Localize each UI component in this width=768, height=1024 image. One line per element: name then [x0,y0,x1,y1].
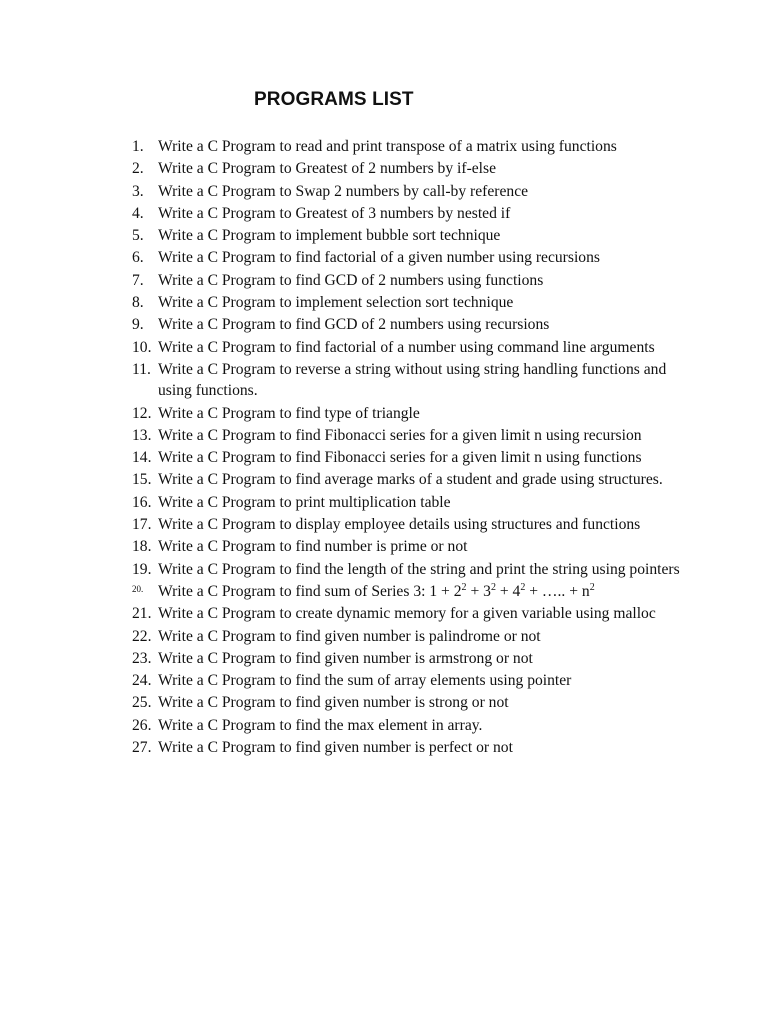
item-text-main: Write a C Program to Greatest of 3 numbers by nested if [158,204,511,222]
item-text [158,447,692,468]
list-item [132,425,692,446]
list-item [132,359,692,402]
item-text [158,337,692,358]
list-item [132,158,692,179]
series-exponent: 2 [461,581,467,593]
item-number: 3. [132,182,144,200]
list-item [132,670,692,691]
list-item [132,536,692,557]
programs-list [132,136,692,759]
series-exponent: 2 [520,581,526,593]
item-text-main: Write a C Program to Swap 2 numbers by call-by reference [158,182,529,200]
list-item [132,314,692,335]
item-text [158,181,692,202]
list-item [132,715,692,736]
series-exponent: 2 [490,581,496,593]
item-text [158,425,692,446]
item-number: 16. [132,493,152,511]
item-number: 1. [132,138,144,155]
item-number: 4. [132,204,144,222]
item-number: 7. [132,271,144,289]
item-number: 23. [132,649,152,667]
series-exponent: 2 [589,581,595,593]
item-text [158,692,692,713]
list-item [132,559,692,580]
item-text-main: Write a C Program to find type of triangle [158,404,420,422]
item-text-main: Write a C Program to find factorial of a given number using recursions [158,249,600,267]
list-item [132,737,692,758]
list-item [132,225,692,246]
item-text [158,403,692,424]
item-number: 8. [132,294,144,312]
list-item [132,203,692,224]
item-number: 18. [132,538,152,556]
item-text [158,626,692,647]
list-item [132,270,692,291]
item-text-main: Write a C Program to display employee details using structures and functions [158,516,641,534]
item-text [158,670,692,691]
item-text-main: Write a C Program to find number is prime or not [158,538,468,556]
item-text-main: Write a C Program to implement bubble sort technique [158,227,501,245]
list-item [132,181,692,202]
item-number: 9. [132,316,144,334]
item-text [158,158,692,179]
list-item [132,492,692,513]
list-item [132,514,692,535]
item-number: 20. [132,583,144,594]
item-number: 14. [132,449,152,467]
item-text-main: Write a C Program to find the sum of array elements using pointer [158,672,572,690]
item-number: 22. [132,627,152,645]
item-text-main: Write a C Program to find Fibonacci series for a given limit n using recursion [158,426,642,444]
item-text [158,136,692,157]
item-text [158,603,692,624]
item-number: 27. [132,739,152,757]
item-number: 17. [132,516,152,534]
item-number: 2. [132,160,144,178]
item-text-main: Write a C Program to find sum of Series 3: 1 + 2 [158,582,462,600]
item-text [158,559,692,580]
list-item [132,692,692,713]
list-item [132,136,692,157]
item-text [158,203,692,224]
item-text [158,270,692,291]
item-text-main: Write a C Program to find GCD of 2 numbers using functions [158,271,544,289]
item-text [158,469,692,490]
item-text [158,648,692,669]
item-number: 13. [132,426,152,444]
item-text-main: Write a C Program to find the length of the string and print the string using pointers [158,560,680,578]
item-text-main: Write a C Program to find average marks of a student and grade using structures. [158,471,663,489]
item-text-main: Write a C Program to find given number is strong or not [158,694,509,712]
item-text [158,581,692,602]
item-text-main: Write a C Program to find given number is armstrong or not [158,649,533,667]
item-number: 10. [132,338,152,356]
list-item [132,603,692,624]
item-text-main: Write a C Program to find given number is palindrome or not [158,627,541,645]
page-title: PROGRAMS LIST [254,89,414,110]
item-text-main: Write a C Program to read and print transpose of a matrix using functions [158,138,617,155]
list-item [132,403,692,424]
item-text-main: Write a C Program to find Fibonacci series for a given limit n using functions [158,449,642,467]
item-text [158,715,692,736]
series-term: + 4 [495,582,521,600]
item-text-main: Write a C Program to find given number is perfect or not [158,739,513,757]
list-item [132,626,692,647]
item-number: 11. [132,360,151,378]
item-text-main: Write a C Program to find factorial of a number using command line arguments [158,338,655,356]
item-text [158,247,692,268]
item-number: 15. [132,471,152,489]
item-text [158,737,692,758]
item-text-main: Write a C Program to find GCD of 2 numbers using recursions [158,316,550,334]
item-number: 25. [132,694,152,712]
item-text [158,536,692,557]
list-item [132,581,692,602]
item-text-main: Write a C Program to create dynamic memory for a given variable using malloc [158,605,656,623]
item-text [158,359,692,402]
list-item [132,648,692,669]
series-term: + ….. + n [525,582,590,600]
item-number: 6. [132,249,144,267]
item-text [158,492,692,513]
list-item [132,337,692,358]
item-text [158,292,692,313]
item-text-main: Write a C Program to reverse a string without using string handling functions and using functions. [158,360,667,400]
list-item [132,469,692,490]
item-text-main: Write a C Program to find the max element in array. [158,716,483,734]
item-number: 5. [132,227,144,245]
item-number: 26. [132,716,152,734]
item-text-main: Write a C Program to print multiplication table [158,493,451,511]
item-number: 24. [132,672,152,690]
item-number: 21. [132,605,152,623]
item-text [158,314,692,335]
item-text [158,514,692,535]
item-number: 19. [132,560,152,578]
item-text [158,225,692,246]
item-number: 12. [132,404,152,422]
item-text-main: Write a C Program to implement selection sort technique [158,294,514,312]
list-item [132,247,692,268]
list-item [132,292,692,313]
series-term: + 3 [466,582,491,600]
list-item [132,447,692,468]
item-text-main: Write a C Program to Greatest of 2 numbers by if-else [158,160,497,178]
